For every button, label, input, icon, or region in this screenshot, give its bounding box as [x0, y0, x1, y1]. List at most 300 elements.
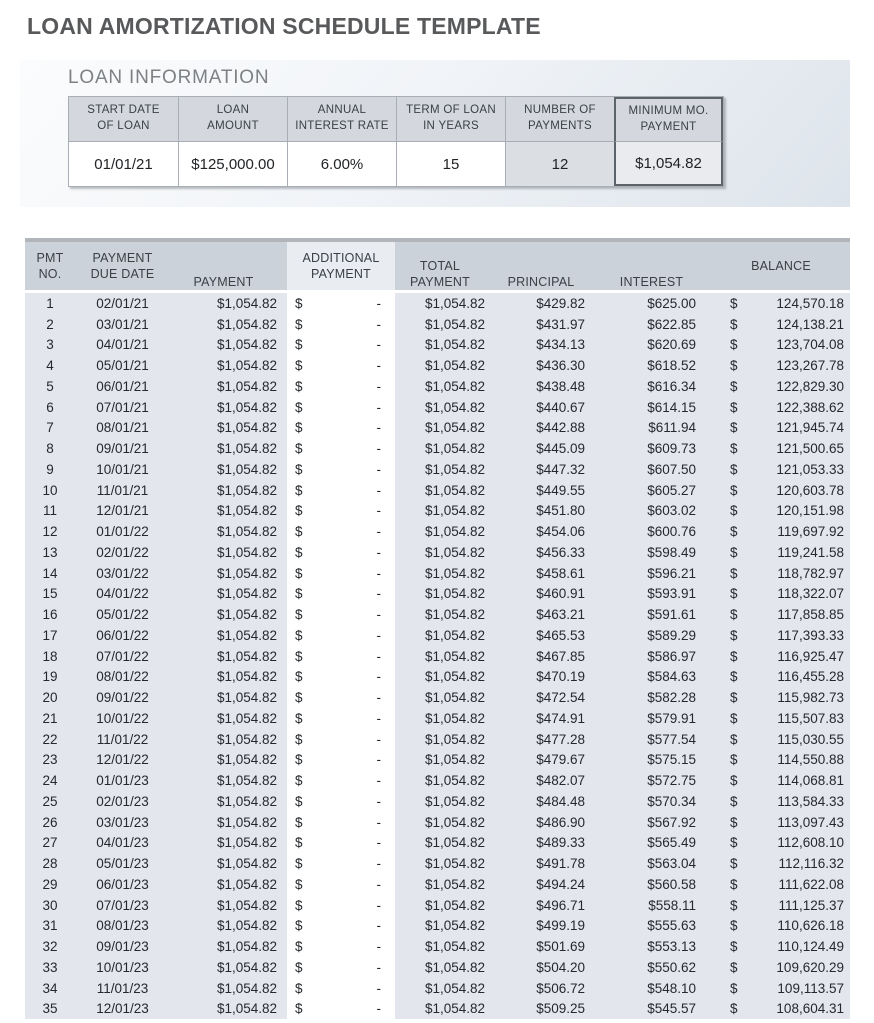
balance-cell — [712, 833, 850, 854]
balance-cell — [712, 812, 850, 833]
balance-cell — [712, 563, 850, 584]
schedule-row — [25, 646, 850, 667]
additional-payment-cell — [287, 584, 395, 605]
currency-symbol: $ — [295, 793, 303, 809]
principal-cell: $489.33 — [536, 835, 585, 851]
currency-symbol: $ — [295, 607, 303, 623]
additional-payment-cell — [287, 604, 395, 625]
pmt-no-cell: 16 — [42, 607, 58, 623]
payment-cell: $1,054.82 — [216, 731, 277, 747]
schedule-row — [25, 335, 850, 356]
principal-cell: $447.32 — [536, 461, 585, 477]
payment-cell: $1,054.82 — [216, 773, 277, 789]
currency-symbol: $ — [730, 710, 738, 726]
total-payment-cell: $1,054.82 — [424, 565, 485, 581]
loan-value-term-years: 15 — [396, 142, 505, 186]
additional-payment-cell — [287, 397, 395, 418]
interest-cell: $620.69 — [647, 337, 696, 353]
additional-payment-cell — [287, 978, 395, 999]
amount-value: 117,393.33 — [777, 627, 844, 643]
amount-value: - — [376, 980, 381, 996]
due-date-cell: 03/01/21 — [96, 316, 149, 332]
header-line: PAYMENT — [311, 267, 371, 281]
balance-cell — [712, 936, 850, 957]
pmt-no-cell: 23 — [42, 752, 58, 768]
balance-cell — [712, 895, 850, 916]
interest-cell: $567.92 — [647, 814, 696, 830]
pmt-no-cell: 6 — [46, 399, 54, 415]
currency-symbol: $ — [730, 814, 738, 830]
balance-cell — [712, 625, 850, 646]
balance-cell — [712, 853, 850, 874]
loan-header-interest-rate — [287, 97, 396, 142]
additional-payment-cell — [287, 874, 395, 895]
currency-symbol: $ — [730, 648, 738, 664]
total-payment-cell: $1,054.82 — [424, 856, 485, 872]
interest-cell: $553.13 — [647, 939, 696, 955]
payment-cell: $1,054.82 — [216, 565, 277, 581]
currency-symbol: $ — [730, 461, 738, 477]
amount-value: - — [376, 897, 381, 913]
amount-value: - — [376, 669, 381, 685]
principal-cell: $449.55 — [536, 482, 585, 498]
total-payment-cell: $1,054.82 — [424, 461, 485, 477]
pmt-no-cell: 34 — [42, 980, 58, 996]
amount-value: 110,626.18 — [777, 918, 844, 934]
due-date-cell: 03/01/22 — [96, 565, 149, 581]
due-date-cell: 04/01/23 — [96, 835, 149, 851]
additional-payment-cell — [287, 418, 395, 439]
amount-value: 116,925.47 — [777, 648, 844, 664]
payment-cell: $1,054.82 — [216, 524, 277, 540]
total-payment-cell: $1,054.82 — [424, 1001, 485, 1017]
principal-cell: $451.80 — [536, 503, 585, 519]
due-date-cell: 02/01/23 — [96, 793, 149, 809]
amount-value: 113,584.33 — [777, 793, 844, 809]
schedule-row — [25, 355, 850, 376]
amount-value: 115,507.83 — [777, 710, 844, 726]
schedule-row — [25, 687, 850, 708]
total-payment-cell: $1,054.82 — [424, 295, 485, 311]
schedule-row — [25, 501, 850, 522]
additional-payment-cell — [287, 833, 395, 854]
principal-cell: $479.67 — [536, 752, 585, 768]
amount-value: - — [376, 337, 381, 353]
balance-cell — [712, 480, 850, 501]
additional-payment-cell — [287, 812, 395, 833]
due-date-cell: 06/01/23 — [96, 876, 149, 892]
principal-cell: $494.24 — [536, 876, 585, 892]
interest-cell: $570.34 — [647, 793, 696, 809]
currency-symbol: $ — [295, 399, 303, 415]
loan-value-number-of-payments: 12 — [505, 142, 614, 186]
schedule-row — [25, 812, 850, 833]
schedule-body — [25, 293, 850, 1019]
interest-cell: $593.91 — [647, 586, 696, 602]
loan-information-heading: LOAN INFORMATION — [68, 67, 270, 88]
currency-symbol: $ — [730, 441, 738, 457]
amount-value: - — [376, 441, 381, 457]
payment-cell: $1,054.82 — [216, 752, 277, 768]
payment-cell: $1,054.82 — [216, 814, 277, 830]
header-line: INTEREST RATE — [295, 120, 389, 132]
amount-value: - — [376, 710, 381, 726]
due-date-cell: 05/01/23 — [96, 856, 149, 872]
currency-symbol: $ — [730, 420, 738, 436]
currency-symbol: $ — [295, 586, 303, 602]
total-payment-cell: $1,054.82 — [424, 544, 485, 560]
amount-value: 108,604.31 — [776, 1001, 844, 1017]
additional-payment-cell — [287, 957, 395, 978]
schedule-row — [25, 418, 850, 439]
currency-symbol: $ — [730, 586, 738, 602]
currency-symbol: $ — [730, 337, 738, 353]
amount-value: 117,858.85 — [777, 607, 844, 623]
additional-payment-cell — [287, 355, 395, 376]
amount-value: 116,455.28 — [777, 669, 844, 685]
amount-value: 121,945.74 — [776, 420, 844, 436]
principal-cell: $470.19 — [536, 669, 585, 685]
header-line: DUE DATE — [90, 267, 155, 281]
header-line: TOTAL — [419, 258, 461, 273]
balance-cell — [712, 708, 850, 729]
due-date-cell: 05/01/22 — [96, 607, 149, 623]
header-line: PAYMENT — [640, 121, 697, 133]
balance-cell — [712, 916, 850, 937]
due-date-cell: 08/01/21 — [96, 420, 149, 436]
principal-cell: $458.61 — [536, 565, 585, 581]
pmt-no-cell: 18 — [42, 648, 58, 664]
payment-cell: $1,054.82 — [216, 399, 277, 415]
interest-cell: $622.85 — [647, 316, 696, 332]
interest-cell: $582.28 — [647, 690, 696, 706]
amount-value: - — [376, 399, 381, 415]
interest-cell: $558.11 — [648, 897, 696, 913]
interest-cell: $550.62 — [647, 959, 696, 975]
currency-symbol: $ — [295, 856, 303, 872]
balance-cell — [712, 335, 850, 356]
currency-symbol: $ — [295, 503, 303, 519]
pmt-no-cell: 8 — [46, 441, 54, 457]
currency-symbol: $ — [295, 939, 303, 955]
currency-symbol: $ — [295, 544, 303, 560]
total-payment-cell: $1,054.82 — [424, 690, 485, 706]
payment-cell: $1,054.82 — [216, 607, 277, 623]
principal-cell: $509.25 — [536, 1001, 585, 1017]
amount-value: - — [376, 731, 381, 747]
due-date-cell: 12/01/22 — [96, 752, 149, 768]
schedule-row — [25, 791, 850, 812]
balance-cell — [712, 646, 850, 667]
due-date-cell: 04/01/21 — [96, 337, 149, 353]
principal-cell: $484.48 — [536, 793, 585, 809]
interest-cell: $584.63 — [647, 669, 696, 685]
loan-value-minimum-payment: $1,054.82 — [614, 142, 723, 186]
amount-value: - — [376, 565, 381, 581]
principal-cell: $463.21 — [536, 607, 585, 623]
schedule-row — [25, 874, 850, 895]
pmt-no-cell: 21 — [42, 710, 58, 726]
interest-cell: $563.04 — [647, 856, 696, 872]
principal-cell: $445.09 — [536, 441, 585, 457]
balance-cell — [712, 729, 850, 750]
total-payment-cell: $1,054.82 — [424, 773, 485, 789]
amount-value: - — [376, 316, 381, 332]
schedule-row — [25, 895, 850, 916]
currency-symbol: $ — [295, 441, 303, 457]
balance-cell — [712, 501, 850, 522]
interest-cell: $609.73 — [647, 441, 696, 457]
currency-symbol: $ — [295, 1001, 303, 1017]
header-line: NUMBER OF — [524, 104, 596, 117]
pmt-no-cell: 25 — [42, 793, 58, 809]
col-header-payment — [170, 242, 287, 290]
currency-symbol: $ — [295, 773, 303, 789]
payment-cell: $1,054.82 — [216, 378, 277, 394]
principal-cell: $472.54 — [536, 690, 585, 706]
due-date-cell: 09/01/22 — [96, 690, 149, 706]
amount-value: 115,982.73 — [777, 690, 844, 706]
pmt-no-cell: 14 — [42, 565, 58, 581]
schedule-row — [25, 957, 850, 978]
schedule-row — [25, 999, 850, 1020]
currency-symbol: $ — [295, 690, 303, 706]
additional-payment-cell — [287, 293, 395, 314]
principal-cell: $438.48 — [536, 378, 585, 394]
col-header-balance — [712, 242, 850, 290]
interest-cell: $565.49 — [647, 835, 696, 851]
principal-cell: $504.20 — [536, 959, 585, 975]
principal-cell: $440.67 — [536, 399, 585, 415]
schedule-row — [25, 978, 850, 999]
loan-information-table — [68, 96, 724, 187]
amount-value: 122,829.30 — [776, 378, 844, 394]
currency-symbol: $ — [295, 648, 303, 664]
pmt-no-cell: 12 — [42, 524, 58, 540]
currency-symbol: $ — [730, 524, 738, 540]
currency-symbol: $ — [295, 731, 303, 747]
interest-cell: $603.02 — [647, 503, 696, 519]
total-payment-cell: $1,054.82 — [424, 876, 485, 892]
payment-cell: $1,054.82 — [216, 980, 277, 996]
amount-value: 118,782.97 — [777, 565, 844, 581]
currency-symbol: $ — [295, 461, 303, 477]
amount-value: - — [376, 856, 381, 872]
balance-cell — [712, 418, 850, 439]
currency-symbol: $ — [295, 835, 303, 851]
loan-value-start-date: 01/01/21 — [69, 142, 178, 186]
balance-cell — [712, 293, 850, 314]
payment-cell: $1,054.82 — [216, 1001, 277, 1017]
pmt-no-cell: 29 — [42, 876, 58, 892]
additional-payment-cell — [287, 667, 395, 688]
due-date-cell: 06/01/22 — [96, 627, 149, 643]
interest-cell: $575.15 — [647, 752, 696, 768]
due-date-cell: 07/01/23 — [96, 897, 149, 913]
amount-value: - — [376, 544, 381, 560]
additional-payment-cell — [287, 563, 395, 584]
principal-cell: $454.06 — [536, 524, 585, 540]
header-line: PAYMENTS — [528, 120, 592, 132]
page-title: LOAN AMORTIZATION SCHEDULE TEMPLATE — [27, 13, 541, 39]
currency-symbol: $ — [295, 295, 303, 311]
amount-value: - — [376, 627, 381, 643]
amount-value: - — [376, 959, 381, 975]
schedule-row — [25, 584, 850, 605]
balance-cell — [712, 584, 850, 605]
interest-cell: $579.91 — [647, 710, 696, 726]
schedule-row — [25, 916, 850, 937]
due-date-cell: 10/01/21 — [96, 461, 149, 477]
amount-value: - — [376, 358, 381, 374]
pmt-no-cell: 1 — [46, 295, 54, 311]
payment-cell: $1,054.82 — [216, 295, 277, 311]
total-payment-cell: $1,054.82 — [424, 586, 485, 602]
currency-symbol: $ — [295, 316, 303, 332]
interest-cell: $598.49 — [647, 544, 696, 560]
amount-value: 121,500.65 — [776, 441, 844, 457]
pmt-no-cell: 28 — [42, 856, 58, 872]
additional-payment-cell — [287, 335, 395, 356]
header-line: MINIMUM MO. — [628, 105, 709, 118]
currency-symbol: $ — [730, 980, 738, 996]
payment-cell: $1,054.82 — [216, 544, 277, 560]
schedule-row — [25, 438, 850, 459]
currency-symbol: $ — [295, 337, 303, 353]
principal-cell: $486.90 — [536, 814, 585, 830]
interest-cell: $560.58 — [647, 876, 696, 892]
currency-symbol: $ — [730, 918, 738, 934]
loan-header-term-years — [396, 97, 505, 142]
due-date-cell: 01/01/22 — [96, 524, 149, 540]
due-date-cell: 04/01/22 — [96, 586, 149, 602]
amount-value: 124,570.18 — [776, 295, 844, 311]
principal-cell: $436.30 — [536, 358, 585, 374]
principal-cell: $501.69 — [536, 939, 585, 955]
loan-value-loan-amount: $125,000.00 — [178, 142, 287, 186]
amount-value: 115,030.55 — [777, 731, 844, 747]
total-payment-cell: $1,054.82 — [424, 814, 485, 830]
col-header-total-payment — [395, 242, 497, 290]
due-date-cell: 05/01/21 — [96, 358, 149, 374]
currency-symbol: $ — [295, 752, 303, 768]
balance-cell — [712, 957, 850, 978]
total-payment-cell: $1,054.82 — [424, 959, 485, 975]
loan-header-start-date — [69, 97, 178, 142]
interest-cell: $616.34 — [647, 378, 696, 394]
currency-symbol: $ — [295, 814, 303, 830]
balance-cell — [712, 397, 850, 418]
total-payment-cell: $1,054.82 — [424, 648, 485, 664]
payment-cell: $1,054.82 — [216, 358, 277, 374]
currency-symbol: $ — [730, 482, 738, 498]
amount-value: - — [376, 503, 381, 519]
amount-value: 120,603.78 — [776, 482, 844, 498]
amount-value: - — [376, 876, 381, 892]
schedule-row — [25, 293, 850, 314]
schedule-row — [25, 604, 850, 625]
header-line: BALANCE — [751, 258, 811, 273]
payment-cell: $1,054.82 — [216, 648, 277, 664]
total-payment-cell: $1,054.82 — [424, 627, 485, 643]
due-date-cell: 01/01/23 — [96, 773, 149, 789]
additional-payment-cell — [287, 521, 395, 542]
payment-cell: $1,054.82 — [216, 669, 277, 685]
additional-payment-cell — [287, 916, 395, 937]
amount-value: 111,125.37 — [778, 897, 844, 913]
schedule-row — [25, 770, 850, 791]
currency-symbol: $ — [730, 316, 738, 332]
total-payment-cell: $1,054.82 — [424, 524, 485, 540]
currency-symbol: $ — [295, 420, 303, 436]
pmt-no-cell: 5 — [46, 378, 54, 394]
additional-payment-cell — [287, 625, 395, 646]
total-payment-cell: $1,054.82 — [424, 420, 485, 436]
amount-value: 122,388.62 — [776, 399, 844, 415]
due-date-cell: 02/01/22 — [96, 544, 149, 560]
balance-cell — [712, 791, 850, 812]
additional-payment-cell — [287, 853, 395, 874]
interest-cell: $605.27 — [647, 482, 696, 498]
amount-value: - — [376, 482, 381, 498]
total-payment-cell: $1,054.82 — [424, 607, 485, 623]
total-payment-cell: $1,054.82 — [424, 358, 485, 374]
amount-value: 113,097.43 — [777, 814, 844, 830]
amount-value: 112,608.10 — [777, 835, 844, 851]
amount-value: - — [376, 607, 381, 623]
payment-cell: $1,054.82 — [216, 959, 277, 975]
due-date-cell: 07/01/22 — [96, 648, 149, 664]
payment-cell: $1,054.82 — [216, 461, 277, 477]
schedule-row — [25, 542, 850, 563]
additional-payment-cell — [287, 542, 395, 563]
loan-header-loan-amount — [178, 97, 287, 142]
currency-symbol: $ — [295, 627, 303, 643]
currency-symbol: $ — [730, 897, 738, 913]
amortization-schedule-table — [25, 238, 850, 1019]
header-line: INTEREST — [619, 274, 684, 289]
payment-cell: $1,054.82 — [216, 856, 277, 872]
due-date-cell: 02/01/21 — [96, 295, 149, 311]
due-date-cell: 07/01/21 — [96, 399, 149, 415]
balance-cell — [712, 438, 850, 459]
pmt-no-cell: 22 — [42, 731, 58, 747]
interest-cell: $625.00 — [647, 295, 696, 311]
currency-symbol: $ — [730, 876, 738, 892]
schedule-row — [25, 563, 850, 584]
balance-cell — [712, 999, 850, 1020]
currency-symbol: $ — [730, 607, 738, 623]
payment-cell: $1,054.82 — [216, 627, 277, 643]
payment-cell: $1,054.82 — [216, 503, 277, 519]
loan-value-interest-rate: 6.00% — [287, 142, 396, 186]
due-date-cell: 09/01/23 — [96, 939, 149, 955]
principal-cell: $429.82 — [536, 295, 585, 311]
total-payment-cell: $1,054.82 — [424, 378, 485, 394]
loan-information-panel — [20, 60, 850, 207]
total-payment-cell: $1,054.82 — [424, 482, 485, 498]
due-date-cell: 09/01/21 — [96, 441, 149, 457]
header-line: PMT — [36, 250, 64, 265]
currency-symbol: $ — [295, 482, 303, 498]
payment-cell: $1,054.82 — [216, 337, 277, 353]
payment-cell: $1,054.82 — [216, 316, 277, 332]
amount-value: 111,622.08 — [778, 876, 844, 892]
amount-value: - — [376, 814, 381, 830]
currency-symbol: $ — [730, 793, 738, 809]
currency-symbol: $ — [295, 669, 303, 685]
pmt-no-cell: 7 — [46, 420, 54, 436]
